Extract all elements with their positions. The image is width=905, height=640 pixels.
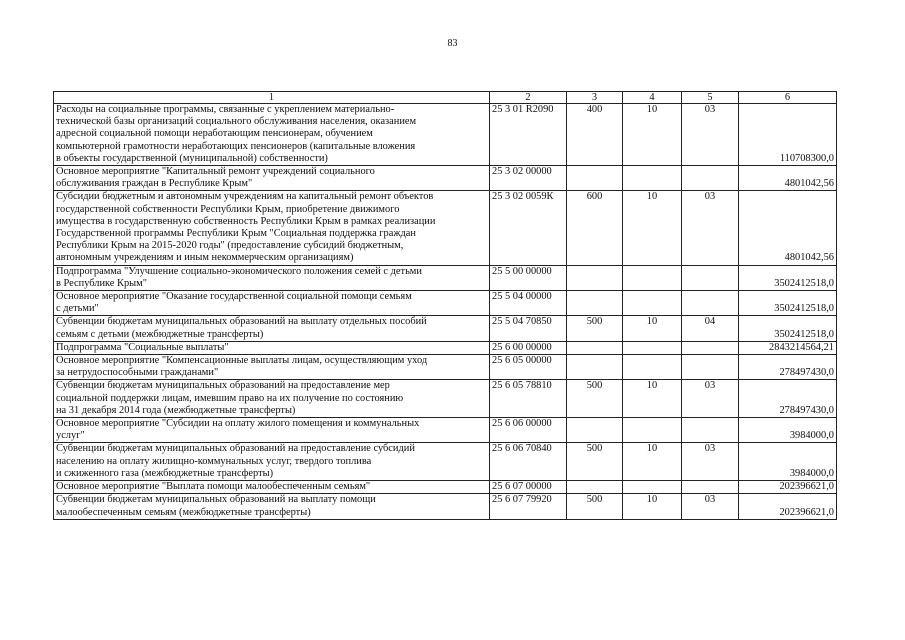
row-col4 xyxy=(623,341,682,354)
row-description: Основное мероприятие "Оказание государственной социальной помощи семьям с детьми" xyxy=(54,291,490,316)
table-row xyxy=(54,166,837,191)
row-code: 25 3 02 0059К xyxy=(490,191,567,265)
row-description: Подпрограмма "Социальные выплаты" xyxy=(54,341,490,354)
row-col3: 600 xyxy=(567,191,623,265)
row-col5 xyxy=(682,265,739,290)
row-amount: 278497430,0 xyxy=(739,380,837,418)
row-amount: 2843214564,21 xyxy=(739,341,837,354)
row-col5 xyxy=(682,166,739,191)
row-code: 25 6 07 79920 xyxy=(490,494,567,519)
row-col5 xyxy=(682,418,739,443)
row-description: Субвенции бюджетам муниципальных образований на предоставление мер социальной поддержки лицам, имевшим право на их получение по состоянию на 31 декабря 2014 года (межбюджетные трансферты) xyxy=(54,380,490,418)
row-amount: 4801042,56 xyxy=(739,191,837,265)
row-col3 xyxy=(567,481,623,494)
row-description: Расходы на социальные программы, связанные с укреплением материально- технической базы организаций социального обслуживания населения, оказанием адресной социальной помощи неработающим пенсионерам, обучением компьютерной грамотности неработающих пенсионеров (капитальные вложения в объекты государственной (муниципальной) собственности) xyxy=(54,104,490,166)
column-header: 5 xyxy=(682,92,739,104)
row-description: Основное мероприятие "Компенсационные выплаты лицам, осуществляющим уход за нетрудоспособными гражданами" xyxy=(54,355,490,380)
row-col4 xyxy=(623,291,682,316)
header-row xyxy=(54,92,837,104)
row-code: 25 3 02 00000 xyxy=(490,166,567,191)
row-code: 25 6 06 00000 xyxy=(490,418,567,443)
row-col4: 10 xyxy=(623,104,682,166)
row-col3 xyxy=(567,265,623,290)
row-col5 xyxy=(682,291,739,316)
row-col3 xyxy=(567,418,623,443)
row-col4 xyxy=(623,481,682,494)
table-row xyxy=(54,355,837,380)
table-row xyxy=(54,316,837,341)
row-code: 25 6 05 78810 xyxy=(490,380,567,418)
row-description: Субвенции бюджетам муниципальных образований на выплату помощи малообеспеченным семьям (межбюджетные трансферты) xyxy=(54,494,490,519)
row-description: Субвенции бюджетам муниципальных образований на предоставление субсидий населению на оплату жилищно-коммунальных услуг, твердого топлива и сжиженного газа (межбюджетные трансферты) xyxy=(54,443,490,481)
table-row xyxy=(54,341,837,354)
table-row xyxy=(54,380,837,418)
row-amount: 4801042,56 xyxy=(739,166,837,191)
row-amount: 202396621,0 xyxy=(739,494,837,519)
table-row xyxy=(54,265,837,290)
row-description: Субвенции бюджетам муниципальных образований на выплату отдельных пособий семьям с детьми (межбюджетные трансферты) xyxy=(54,316,490,341)
row-code: 25 6 05 00000 xyxy=(490,355,567,380)
row-amount: 3502412518,0 xyxy=(739,265,837,290)
row-col3: 500 xyxy=(567,443,623,481)
row-col3: 400 xyxy=(567,104,623,166)
row-col4 xyxy=(623,418,682,443)
column-header: 3 xyxy=(567,92,623,104)
page-number: 83 xyxy=(447,38,458,49)
row-col3: 500 xyxy=(567,316,623,341)
row-col3: 500 xyxy=(567,380,623,418)
row-col4: 10 xyxy=(623,316,682,341)
row-amount: 3502412518,0 xyxy=(739,316,837,341)
row-col5: 04 xyxy=(682,316,739,341)
row-col3: 500 xyxy=(567,494,623,519)
row-col5 xyxy=(682,355,739,380)
row-col3 xyxy=(567,341,623,354)
budget-table xyxy=(53,91,837,520)
row-code: 25 3 01 R2090 xyxy=(490,104,567,166)
row-col5: 03 xyxy=(682,191,739,265)
row-col5: 03 xyxy=(682,380,739,418)
row-col3 xyxy=(567,291,623,316)
row-code: 25 6 07 00000 xyxy=(490,481,567,494)
column-header: 1 xyxy=(54,92,490,104)
table-row xyxy=(54,104,837,166)
row-description: Основное мероприятие "Субсидии на оплату жилого помещения и коммунальных услуг" xyxy=(54,418,490,443)
row-col5: 03 xyxy=(682,104,739,166)
table-row xyxy=(54,291,837,316)
row-code: 25 5 00 00000 xyxy=(490,265,567,290)
table-body xyxy=(54,104,837,520)
row-code: 25 5 04 00000 xyxy=(490,291,567,316)
row-col5: 03 xyxy=(682,443,739,481)
row-amount: 3502412518,0 xyxy=(739,291,837,316)
table-row xyxy=(54,494,837,519)
row-description: Субсидии бюджетным и автономным учреждениям на капитальный ремонт объектов государственной собственности Республики Крым, приобретение движимого имущества в государственную собственность Республики Крым в рамках реализации Государственной программы Республики Крым "Социальная поддержка граждан Республики Крым на 2015-2020 годы" (предоставление субсидий бюджетным, автономным учреждениям и иным некоммерческим организациям) xyxy=(54,191,490,265)
column-header: 6 xyxy=(739,92,837,104)
row-col3 xyxy=(567,166,623,191)
row-col4 xyxy=(623,265,682,290)
row-description: Подпрограмма "Улучшение социально-экономического положения семей с детьми в Республике Крым" xyxy=(54,265,490,290)
table-header xyxy=(54,92,837,104)
row-col5 xyxy=(682,341,739,354)
row-amount: 278497430,0 xyxy=(739,355,837,380)
table-row xyxy=(54,481,837,494)
row-description: Основное мероприятие "Выплата помощи малообеспеченным семьям" xyxy=(54,481,490,494)
row-amount: 3984000,0 xyxy=(739,418,837,443)
row-code: 25 6 00 00000 xyxy=(490,341,567,354)
row-amount: 110708300,0 xyxy=(739,104,837,166)
row-code: 25 5 04 70850 xyxy=(490,316,567,341)
row-amount: 202396621,0 xyxy=(739,481,837,494)
row-description: Основное мероприятие "Капитальный ремонт учреждений социального обслуживания граждан в Республике Крым" xyxy=(54,166,490,191)
row-col4: 10 xyxy=(623,191,682,265)
column-header: 2 xyxy=(490,92,567,104)
row-col4: 10 xyxy=(623,380,682,418)
row-col3 xyxy=(567,355,623,380)
row-code: 25 6 06 70840 xyxy=(490,443,567,481)
table-row xyxy=(54,191,837,265)
row-col4 xyxy=(623,355,682,380)
row-amount: 3984000,0 xyxy=(739,443,837,481)
table-row xyxy=(54,443,837,481)
row-col4 xyxy=(623,166,682,191)
row-col5 xyxy=(682,481,739,494)
row-col4: 10 xyxy=(623,494,682,519)
column-header: 4 xyxy=(623,92,682,104)
table-row xyxy=(54,418,837,443)
row-col5: 03 xyxy=(682,494,739,519)
row-col4: 10 xyxy=(623,443,682,481)
